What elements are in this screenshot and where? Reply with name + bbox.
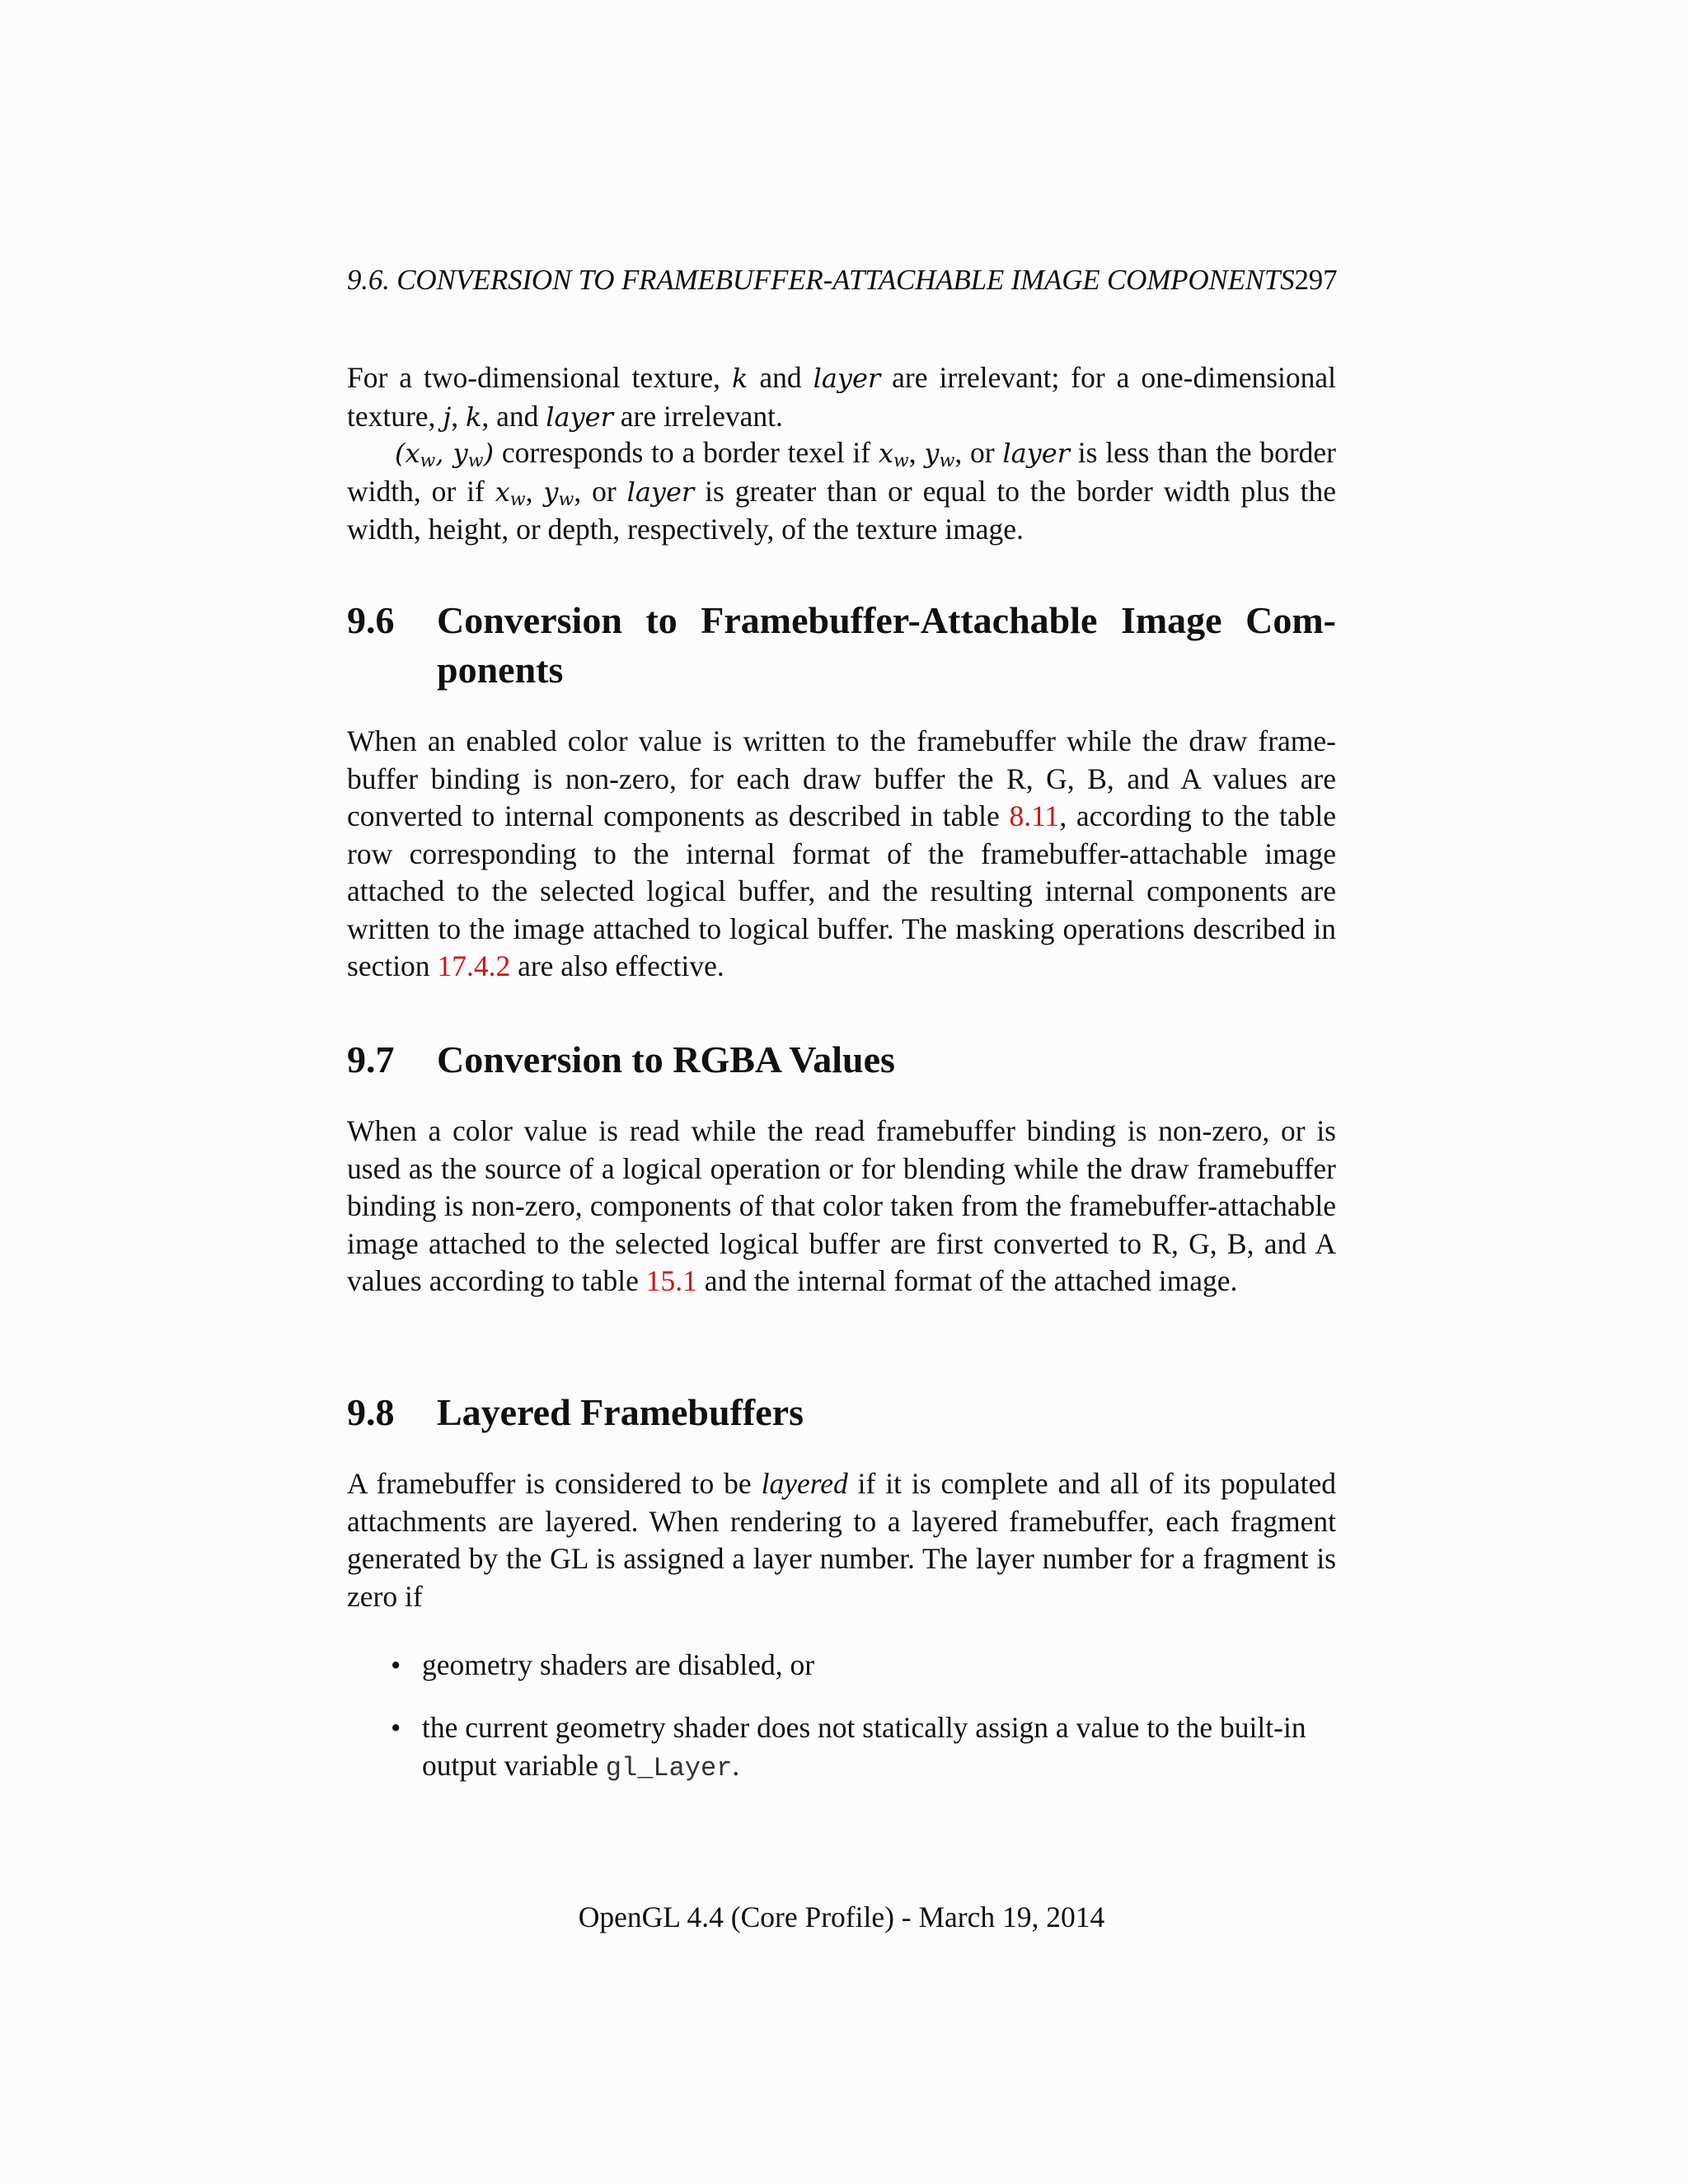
- table-link[interactable]: 15.1: [645, 1264, 697, 1297]
- section-9-7-body: When a color value is read while the read framebuffer binding is non-zero, or is used as the source of a logical operation or for blending while the draw framebuffer binding is non-zero, components of that color taken from the framebuffer-attachable image attached to the selected logical buffer are first converted to R, G, B, and A values according to table 15.1 and the internal format of the attached image.: [347, 1114, 1336, 1297]
- section-title: Layered Framebuffers: [437, 1391, 804, 1433]
- section-number: 9.8: [347, 1391, 395, 1433]
- section-number: 9.7: [347, 1038, 395, 1080]
- page-footer: OpenGL 4.4 (Core Profile) - March 19, 2014: [578, 1900, 1105, 1933]
- section-9-8-body: A framebuffer is considered to be layered if it is complete and all of its populated attachments are layered. When rendering to a layered framebuffer, each fragment generated by the GL is assigned a layer number. The layer number for a fragment is zero if: [347, 1467, 1336, 1613]
- section-9-6-heading: [347, 596, 1336, 645]
- section-9-7-heading: [347, 1035, 1336, 1085]
- section-title: Conversion to Framebuffer-Attachable Image Com-: [437, 599, 1336, 641]
- emphasis-layered: layered: [761, 1467, 848, 1500]
- intro-paragraph-1: For a two-dimensional texture, k and layer are irrelevant; for a one-dimensional texture, j, k, and layer are irrelevant.: [347, 361, 1336, 433]
- bullet-icon: •: [391, 1649, 401, 1681]
- section-9-6-heading-cont: [347, 645, 1336, 695]
- condition-list-2: [347, 1709, 1336, 1787]
- section-9-8-heading: [347, 1388, 1336, 1437]
- condition-list: [347, 1647, 1336, 1685]
- table-link[interactable]: 8.11: [1009, 799, 1060, 832]
- section-9-6-body: When an enabled color value is written to the framebuffer while the draw framebuffer binding is non-zero, for each draw buffer the R, G, B, and A values are converted to internal components as described in table 8.11, according to the table row corresponding to the internal format of the framebuffer-attachable image attached to the selected logical buffer, and the resulting internal components are written to the image attached to logical buffer. The masking operations described in section 17.4.2 are also effective.: [347, 724, 1336, 982]
- intro-paragraph-2: ($x_w$, $y_w$) corresponds to a border texel if $x_w$, $y_w$, or layer is less than the border width, or if $x_w$, $y_w$, or layer is greater than or equal to the border width plus the width, height, or depth, respectively, of the texture image.: [347, 436, 1336, 546]
- header-section-ref: 9.6. CONVERSION TO FRAMEBUFFER-ATTACHABLE IMAGE COMPONENTS: [347, 264, 1295, 296]
- section-link[interactable]: 17.4.2: [437, 949, 511, 982]
- bullet-icon: •: [391, 1712, 401, 1744]
- list-item: • geometry shaders are disabled, or: [347, 1647, 1336, 1685]
- running-header: [347, 262, 1431, 298]
- list-item: • the current geometry shader does not statically assign a value to the built-in output variable gl_Layer.: [391, 1711, 1306, 1783]
- code-gl-layer: gl_Layer: [605, 1752, 733, 1783]
- section-title-continued: ponents: [437, 649, 564, 691]
- section-title: Conversion to RGBA Values: [437, 1038, 895, 1080]
- header-page-number: 297: [1294, 264, 1338, 296]
- document-page: [347, 0, 1336, 2184]
- section-number: 9.6: [347, 599, 395, 641]
